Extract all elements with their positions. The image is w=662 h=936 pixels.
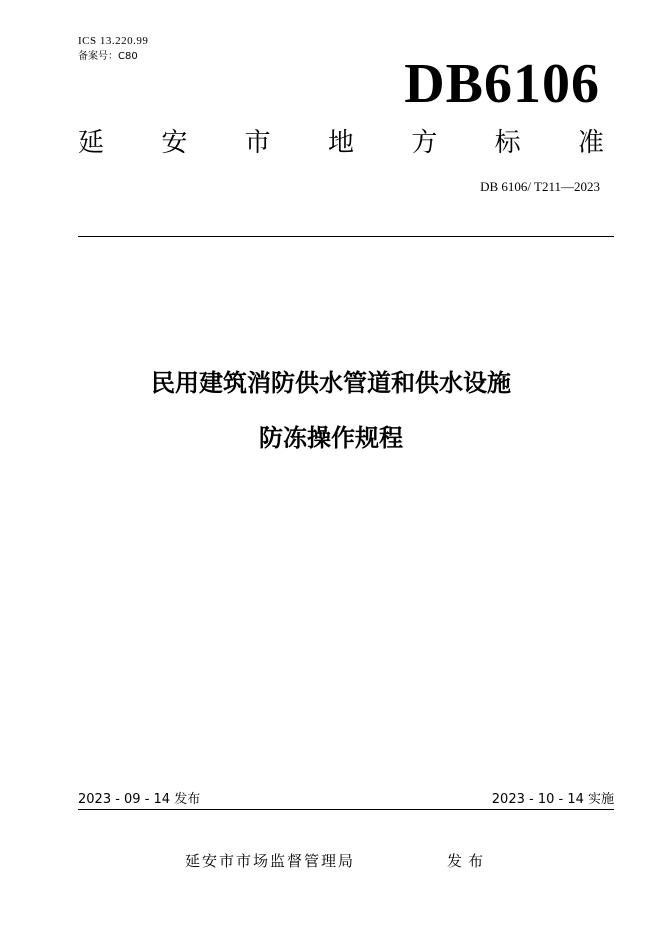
implementation-date: 2023 - 10 - 14 实施 bbox=[491, 792, 614, 807]
issue-date: 2023 - 09 - 14 发布 bbox=[78, 792, 201, 807]
top-divider bbox=[78, 236, 614, 237]
standard-code: DB 6106/ T211—2023 bbox=[480, 179, 600, 194]
publisher: 延安市市场监督管理局 bbox=[185, 852, 356, 870]
document-title-line2: 防冻操作规程 bbox=[259, 424, 403, 452]
standard-type-char: 地 bbox=[327, 128, 354, 158]
standard-type-char: 标 bbox=[494, 128, 521, 158]
db-logo: DB6106 bbox=[404, 53, 600, 115]
standard-type-char: 市 bbox=[244, 128, 271, 158]
ics-code: ICS 13.220.99 bbox=[78, 35, 149, 47]
standard-type-char: 延 bbox=[78, 128, 105, 158]
publish-label: 发布 bbox=[447, 852, 490, 870]
standard-type-char: 安 bbox=[161, 128, 188, 158]
standard-type bbox=[78, 126, 604, 160]
document-title-line1: 民用建筑消防供水管道和供水设施 bbox=[151, 369, 511, 397]
bottom-divider bbox=[78, 809, 614, 810]
standard-type-char: 准 bbox=[577, 128, 604, 158]
standard-type-char: 方 bbox=[411, 128, 438, 158]
record-number: 备案号：C80 bbox=[78, 51, 138, 62]
